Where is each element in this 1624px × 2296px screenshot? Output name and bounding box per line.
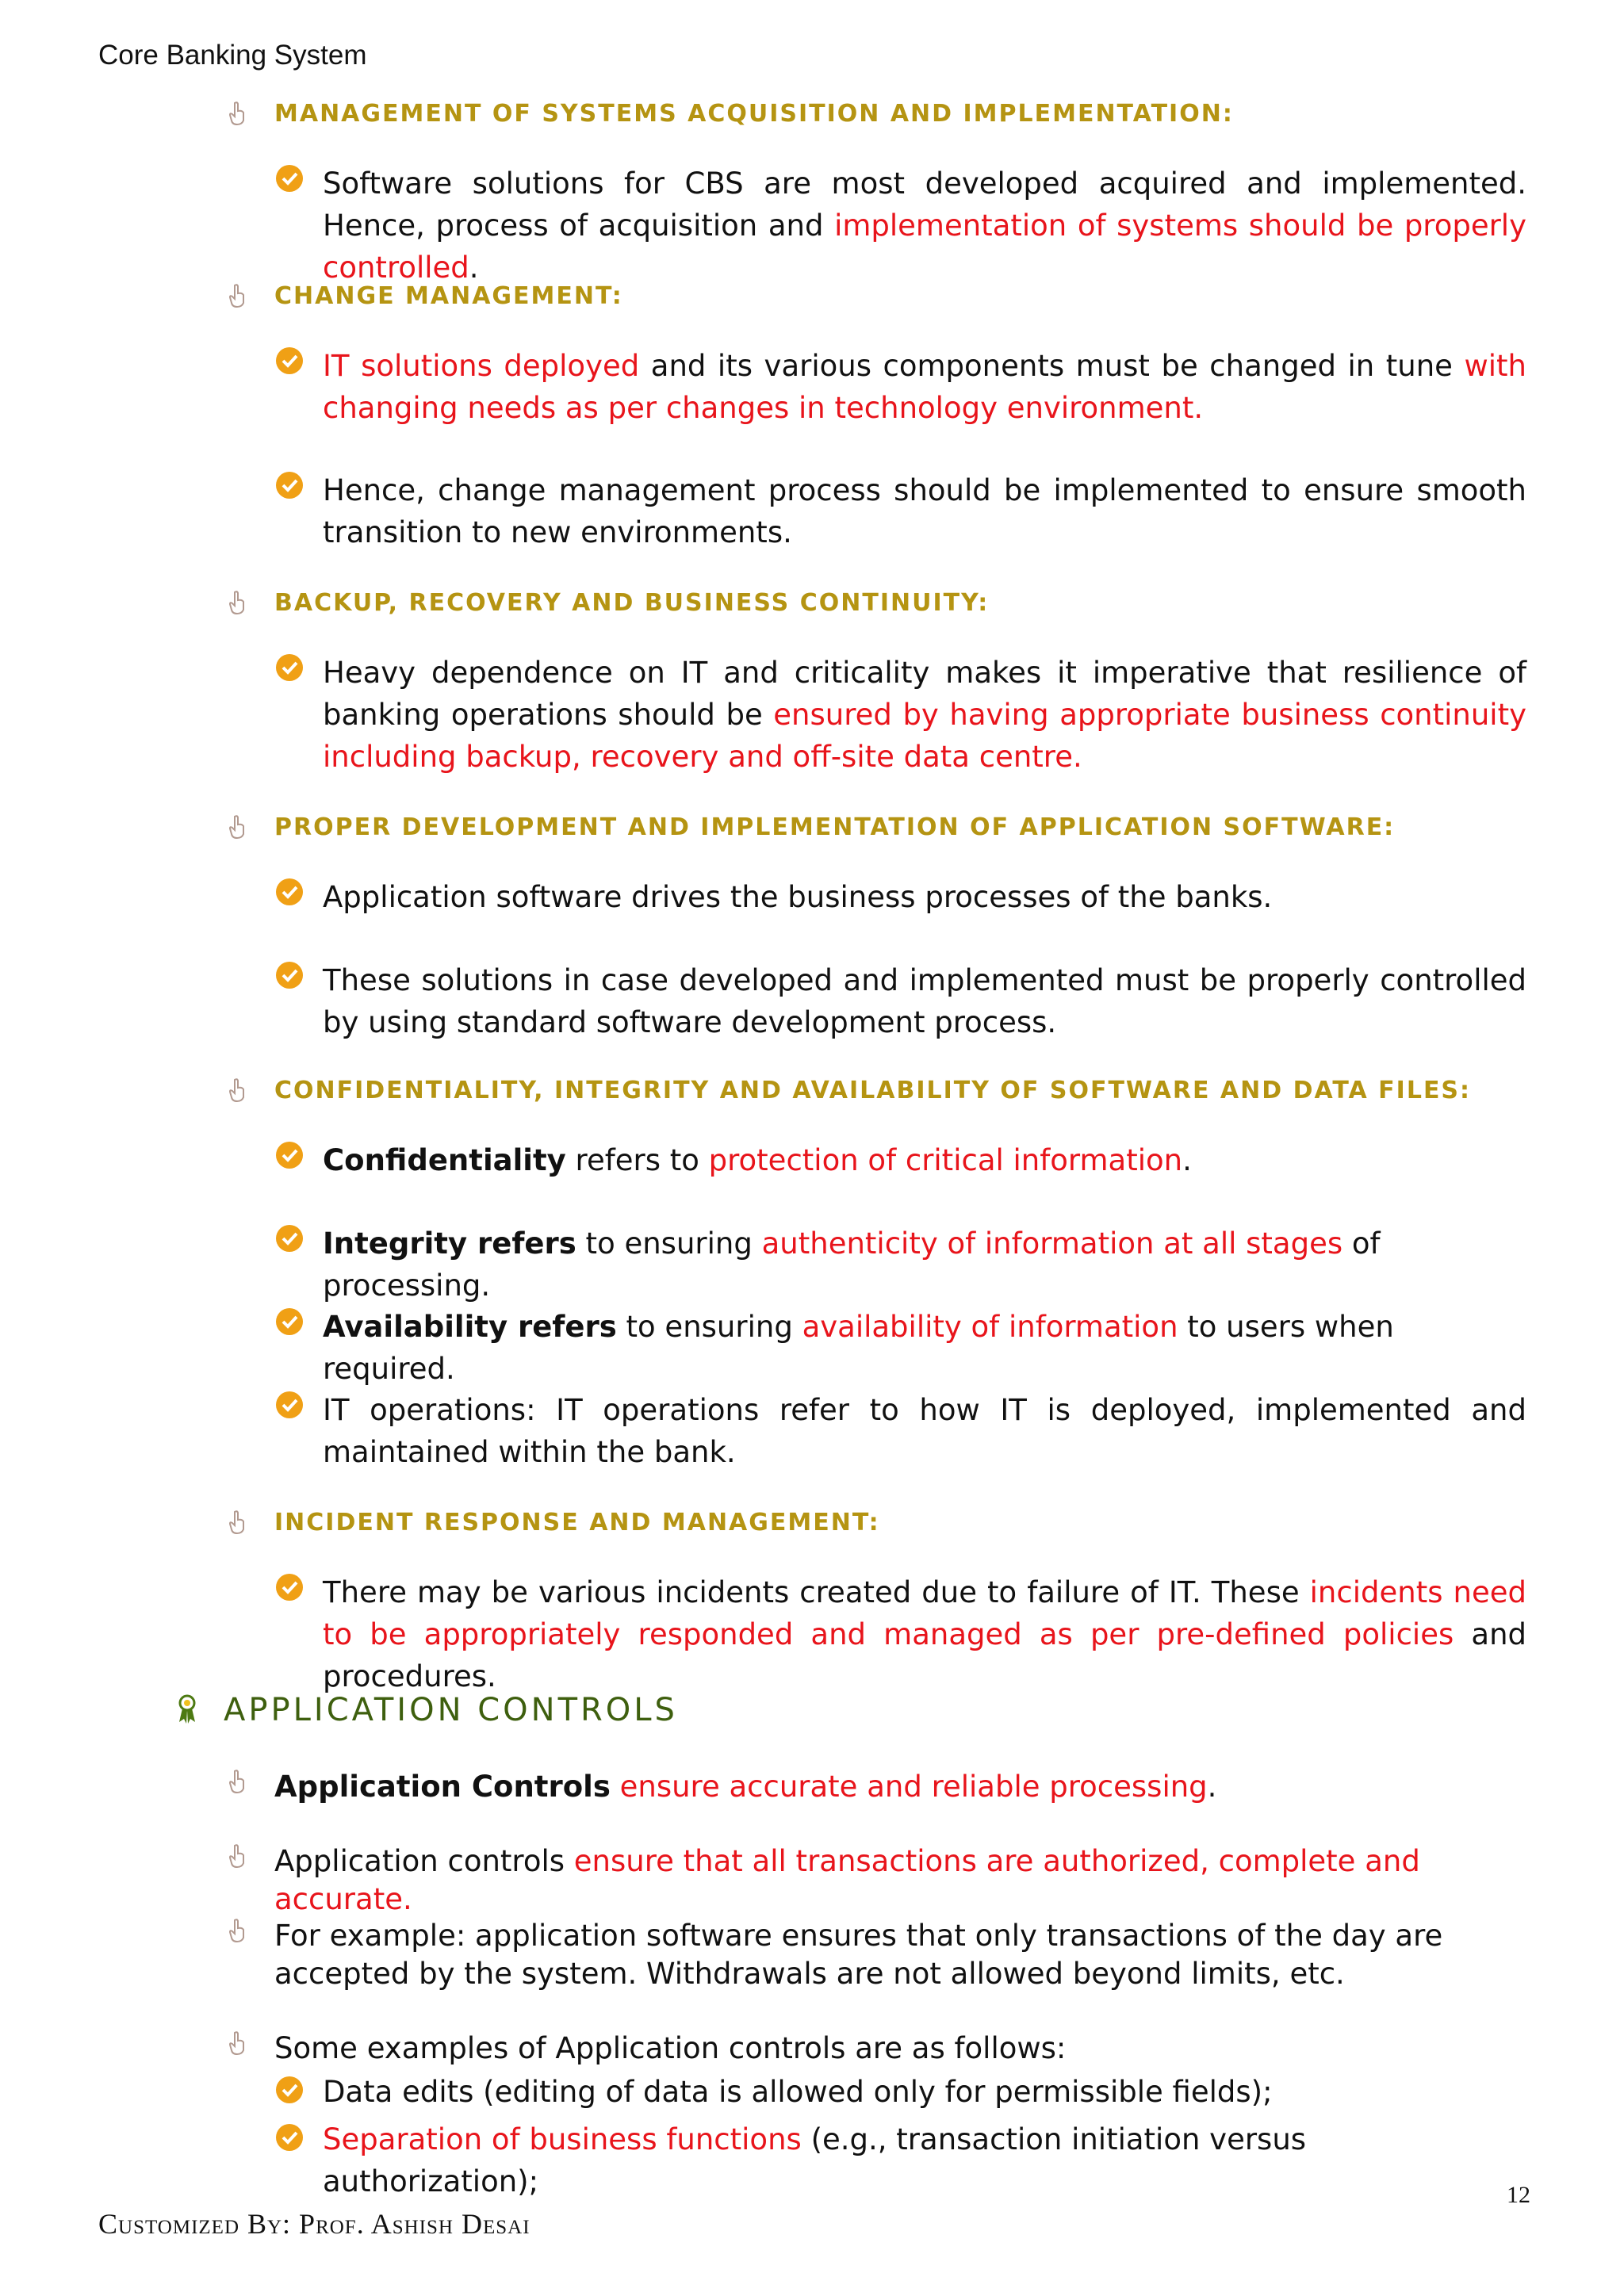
section-heading: MANAGEMENT OF SYSTEMS ACQUISITION AND IMPLEMENTATION: — [274, 100, 1234, 128]
page-header-title: Core Banking System — [98, 40, 367, 71]
bullet-text: IT solutions deployed and its various components must be changed in tune with changing needs as per changes in technology environment. — [323, 349, 1526, 425]
check-circle-icon — [276, 1574, 303, 1601]
section-heading: INCIDENT RESPONSE AND MANAGEMENT: — [274, 1509, 880, 1536]
bullet-text: These solutions in case developed and implemented must be properly controlled by using standard software development process. — [323, 963, 1526, 1039]
app-controls-point: For example: application software ensures that only transactions of the day are accepted by the system. Withdrawals are not allowed beyond limits, etc. — [274, 1919, 1443, 1991]
check-circle-icon — [276, 2124, 303, 2151]
bullet-text: Confidentiality refers to protection of critical information. — [323, 1143, 1192, 1177]
bullet-text: Integrity refers to ensuring authenticity of information at all stages of processing. — [323, 1226, 1381, 1303]
check-circle-icon — [276, 1225, 303, 1252]
bullet-text: Availability refers to ensuring availability of information to users when required. — [323, 1310, 1394, 1386]
check-circle-icon — [276, 654, 303, 681]
section-heading: PROPER DEVELOPMENT AND IMPLEMENTATION OF APPLICATION SOFTWARE: — [274, 813, 1396, 841]
pointing-hand-icon — [228, 1078, 246, 1102]
pointing-hand-icon — [228, 815, 246, 839]
bullet-text: Hence, change management process should be implemented to ensure smooth transition to new environments. — [323, 473, 1526, 549]
check-circle-icon — [276, 472, 303, 499]
example-item: Separation of business functions (e.g., transaction initiation versus authorization); — [323, 2122, 1307, 2198]
example-item: Data edits (editing of data is allowed only for permissible fields); — [323, 2075, 1273, 2109]
pointing-hand-icon — [228, 284, 246, 308]
check-circle-icon — [276, 878, 303, 905]
check-circle-icon — [276, 2076, 303, 2103]
section-heading: CONFIDENTIALITY, INTEGRITY AND AVAILABILITY OF SOFTWARE AND DATA FILES: — [274, 1077, 1472, 1104]
check-circle-icon — [276, 1142, 303, 1169]
footer-credit: Customized By: Prof. Ashish Desai — [98, 2208, 530, 2240]
bullet-text: Software solutions for CBS are most developed acquired and implemented. Hence, process of acquisition and implementation of systems should be properly controlled. — [323, 166, 1526, 285]
bullet-text: Heavy dependence on IT and criticality makes it imperative that resilience of banking operations should be ensured by having appropriate business continuity including backup, recovery and off-site data centre. — [323, 656, 1526, 774]
pointing-hand-icon — [228, 591, 246, 614]
section-heading: BACKUP, RECOVERY AND BUSINESS CONTINUITY: — [274, 589, 990, 617]
check-circle-icon — [276, 347, 303, 374]
application-controls-heading: APPLICATION CONTROLS — [224, 1692, 678, 1728]
pointing-hand-icon — [228, 1770, 246, 1793]
bullet-text: Application software drives the business processes of the banks. — [323, 880, 1273, 914]
pointing-hand-icon — [228, 1844, 246, 1868]
app-controls-point: Application Controls ensure accurate and reliable processing. — [274, 1770, 1217, 1804]
pointing-hand-icon — [228, 1919, 246, 1942]
check-circle-icon — [276, 1308, 303, 1335]
section-heading: CHANGE MANAGEMENT: — [274, 282, 623, 310]
award-ribbon-icon — [176, 1693, 198, 1725]
page-number: 12 — [1507, 2182, 1530, 2208]
check-circle-icon — [276, 165, 303, 192]
app-controls-point: Application controls ensure that all transactions are authorized, complete and accurate. — [274, 1844, 1420, 1916]
bullet-text: There may be various incidents created due to failure of IT. These incidents need to be appropriately responded and managed as per pre-defined policies and procedures. — [323, 1575, 1527, 1693]
pointing-hand-icon — [228, 1510, 246, 1534]
pointing-hand-icon — [228, 101, 246, 125]
check-circle-icon — [276, 962, 303, 989]
app-controls-point: Some examples of Application controls are as follows: — [274, 2031, 1067, 2065]
check-circle-icon — [276, 1391, 303, 1418]
pointing-hand-icon — [228, 2031, 246, 2055]
bullet-text: IT operations: IT operations refer to how IT is deployed, implemented and maintained within the bank. — [323, 1393, 1526, 1469]
